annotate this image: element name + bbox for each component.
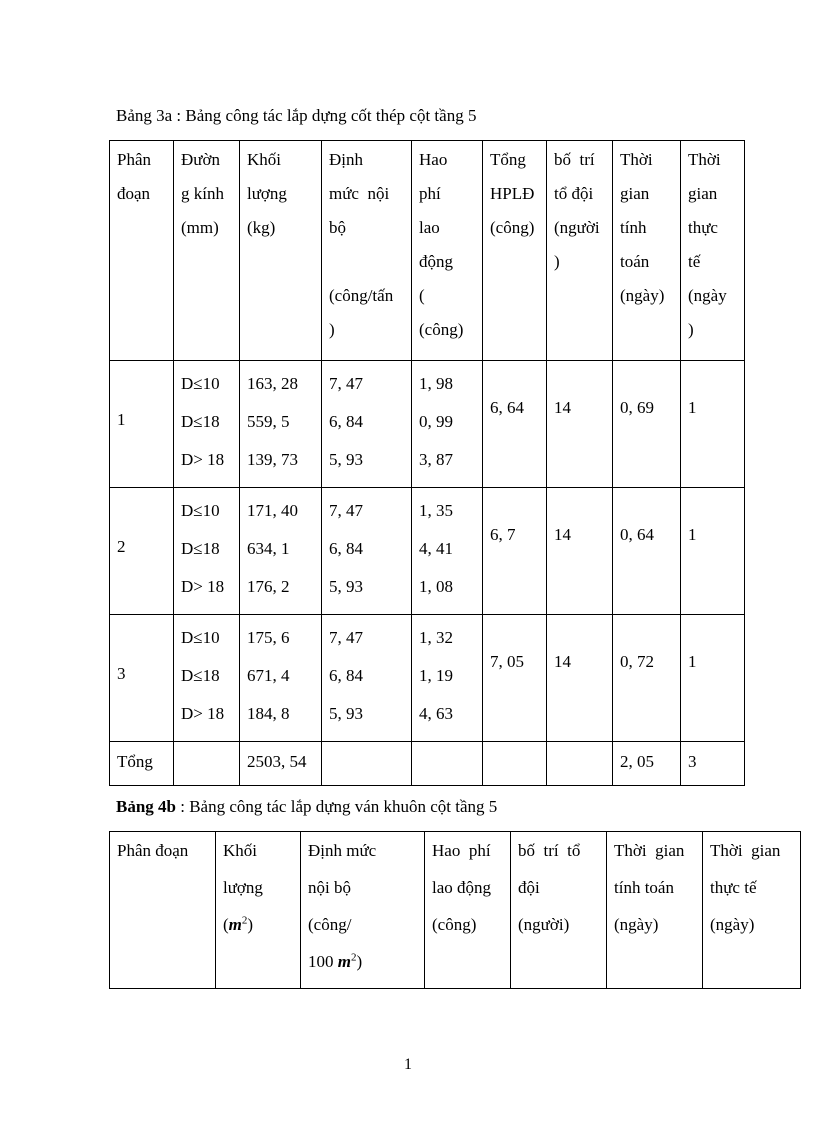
header-cell: Phân đoạn (110, 832, 216, 989)
table-3a (109, 140, 745, 786)
header-cell: Thời gian thực tế (ngày) (703, 832, 801, 989)
table-row: 3 D≤10 D≤18 D> 18 175, 6 671, 4 184, 8 7, 47 6, 84 5, 93 1, 32 1, 19 4, 63 7, 05 14 0, 72 1 (110, 615, 745, 742)
table-3a-header-row (110, 141, 745, 361)
table-row: 2 D≤10 D≤18 D> 18 171, 40 634, 1 176, 2 7, 47 6, 84 5, 93 1, 35 4, 41 1, 08 6, 7 14 0, 64 1 (110, 488, 745, 615)
table-total-row: Tổng 2503, 54 2, 05 3 (110, 742, 745, 786)
phan-doan-cell: 2 (117, 537, 126, 556)
header-cell: Thời gian tính toán (ngày) (607, 832, 703, 989)
header-cell: Hao phí lao động (công) (425, 832, 511, 989)
header-cell: Hao phí lao động ( (công) (412, 141, 483, 361)
header-cell: Khối lượng (kg) (240, 141, 322, 361)
header-cell: Phân đoạn (110, 141, 174, 361)
table-4b-header-row (110, 832, 801, 989)
header-cell: Đườn g kính (mm) (174, 141, 240, 361)
header-cell: Thời gian thực tế (ngày ) (681, 141, 745, 361)
header-cell: Định mức nội bộ (công/tấn ) (322, 141, 412, 361)
table-row: 1 D≤10 D≤18 D> 18 163, 28 559, 5 139, 73 7, 47 6, 84 5, 93 1, 98 0, 99 3, 87 6, 64 14 0, 69 1 (110, 361, 745, 488)
header-cell: Tổng HPLĐ (công) (483, 141, 547, 361)
header-cell: bố trí tổ đội (người) (511, 832, 607, 989)
phan-doan-cell: 1 (117, 410, 126, 429)
header-cell: Thời gian tính toán (ngày) (613, 141, 681, 361)
header-cell: bố trí tổ đội (người ) (547, 141, 613, 361)
table-3a-caption: Bảng 3a : Bảng công tác lắp dựng cốt thép cột tầng 5 (116, 106, 477, 125)
phan-doan-cell: 3 (117, 664, 126, 683)
table-4b-caption: Bảng 4b : Bảng công tác lắp dựng ván khuôn cột tầng 5 (116, 797, 498, 816)
table-4b (109, 831, 801, 989)
header-cell: Khối lượng $(m^2)$ (216, 832, 301, 989)
header-cell: Định mức nội bộ (công/ 100 $m^2$) (301, 832, 425, 989)
page-number: 1 (404, 1056, 412, 1073)
